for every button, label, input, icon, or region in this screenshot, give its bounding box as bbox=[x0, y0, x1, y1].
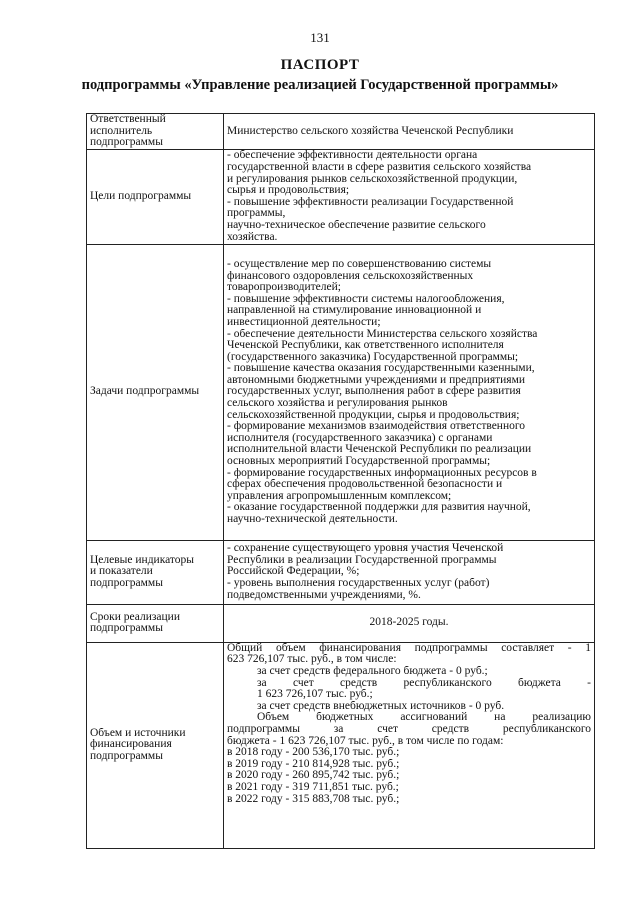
label-executor bbox=[87, 114, 224, 150]
tasks-line: автономными бюджетными учреждениями и предприятиями bbox=[227, 374, 526, 386]
financing-line: в 2018 году - 200 536,170 тыс. руб.; bbox=[227, 747, 400, 759]
value-tasks bbox=[224, 244, 595, 540]
financing-line: бюджета - 1 623 726,107 тыс. руб., в том числе по годам: bbox=[227, 735, 504, 747]
label-line: подпрограммы bbox=[90, 751, 163, 763]
value-indicators bbox=[224, 540, 595, 604]
indicators-line: - сохранение существующего уровня участия Чеченской bbox=[227, 543, 504, 555]
tasks-line: - оказание государственной поддержки для развития научной, bbox=[227, 502, 531, 514]
document-title: ПАСПОРТ bbox=[280, 57, 360, 73]
goals-line: научно-техническое обеспечение развитие сельского bbox=[227, 219, 486, 231]
tasks-line: - повышение эффективности системы налогообложения, bbox=[227, 293, 505, 305]
financing-line: в 2021 году - 319 711,851 тыс. руб.; bbox=[227, 781, 399, 793]
tasks-line: сельскохозяйственной продукции, сырья и продовольствия; bbox=[227, 409, 520, 421]
label-line: Сроки реализации bbox=[90, 611, 180, 623]
row-indicators bbox=[87, 540, 595, 604]
value-terms bbox=[224, 604, 595, 642]
tasks-line: - обеспечение деятельности Министерства сельского хозяйства bbox=[227, 328, 538, 340]
goals-line: государственной власти в сфере развития сельского хозяйства bbox=[227, 162, 532, 173]
label-line: подпрограммы bbox=[90, 578, 163, 590]
value-executor bbox=[224, 114, 595, 150]
label-financing bbox=[87, 642, 224, 848]
value-financing bbox=[224, 642, 595, 848]
row-executor bbox=[87, 114, 595, 150]
tasks-line: - осуществление мер по совершенствованию системы bbox=[227, 258, 492, 270]
goals-line: - повышение эффективности реализации Государственной bbox=[227, 196, 514, 208]
label-goals bbox=[87, 149, 224, 244]
tasks-line: инвестиционной деятельности; bbox=[227, 316, 381, 328]
goals-line: - обеспечение эффективности деятельности органа bbox=[227, 150, 478, 162]
financing-line: подпрограммы за счет средств республиканского bbox=[227, 723, 591, 735]
tasks-line: - повышение качества оказания государственными казенными, bbox=[227, 363, 535, 375]
financing-line: 1 623 726,107 тыс. руб.; bbox=[257, 689, 373, 701]
tasks-line: товаропроизводителей; bbox=[227, 282, 341, 294]
goals-line: программы, bbox=[227, 208, 286, 220]
label-line: Задачи подпрограммы bbox=[90, 386, 200, 398]
financing-line: в 2020 году - 260 895,742 тыс. руб.; bbox=[227, 770, 400, 782]
tasks-line: государственных услуг, выполнения работ в сфере развития bbox=[227, 386, 521, 398]
page-number: 131 bbox=[310, 30, 330, 45]
tasks-line: - формирование механизмов взаимодействия ответственного bbox=[227, 421, 526, 433]
label-line: финансирования bbox=[90, 739, 172, 751]
passport-table bbox=[86, 113, 595, 849]
financing-line: Объем бюджетных ассигнований на реализацию bbox=[257, 712, 591, 724]
executor-value: Министерство сельского хозяйства Чеченской Республики bbox=[227, 125, 514, 137]
tasks-line: научно-технической деятельности. bbox=[227, 514, 398, 526]
goals-line: хозяйства. bbox=[227, 231, 278, 243]
tasks-line: управления агропромышленным комплексом; bbox=[227, 490, 452, 502]
tasks-line: Чеченской Республики, как ответственного исполнителя bbox=[227, 340, 504, 352]
row-goals bbox=[87, 149, 595, 244]
label-indicators bbox=[87, 540, 224, 604]
goals-line: сырья и продовольствия; bbox=[227, 185, 350, 197]
indicators-line: подведомственными учреждениями, %. bbox=[227, 589, 421, 601]
label-line: Объем и источники bbox=[90, 727, 186, 739]
label-line: и показатели bbox=[90, 566, 153, 578]
indicators-line: Республики в реализации Государственной программы bbox=[227, 554, 497, 566]
tasks-line: направленной на стимулирование инновационной и bbox=[227, 305, 482, 317]
financing-line: 623 726,107 тыс. руб., в том числе: bbox=[227, 654, 397, 666]
label-line: Целевые индикаторы bbox=[90, 554, 195, 566]
financing-line: в 2019 году - 210 814,928 тыс. руб.; bbox=[227, 758, 400, 770]
tasks-line: сферах обеспечения продовольственной безопасности и bbox=[227, 479, 503, 491]
label-line: подпрограммы bbox=[90, 137, 163, 149]
label-line: исполнитель bbox=[90, 125, 153, 137]
label-tasks bbox=[87, 244, 224, 540]
tasks-line: финансового оздоровления сельскохозяйственных bbox=[227, 270, 474, 282]
tasks-line: - формирование государственных информационных ресурсов в bbox=[227, 467, 537, 479]
tasks-line: сельского хозяйства и регулирования рынков bbox=[227, 398, 448, 410]
value-goals bbox=[224, 149, 595, 244]
indicators-line: Российской Федерации, %; bbox=[227, 566, 360, 578]
label-terms bbox=[87, 604, 224, 642]
tasks-line: исполнительной власти Чеченской Республики по реализации bbox=[227, 444, 532, 456]
document-subtitle: подпрограммы «Управление реализацией Государственной программы» bbox=[81, 77, 559, 93]
goals-line: и регулирования рынков сельскохозяйственной продукции, bbox=[227, 173, 518, 185]
financing-line: за счет средств внебюджетных источников - 0 руб. bbox=[257, 700, 505, 712]
tasks-line: (государственного заказчика) Государственной программы; bbox=[227, 351, 519, 363]
row-terms bbox=[87, 604, 595, 642]
label-line: Цели подпрограммы bbox=[90, 190, 192, 202]
tasks-line: основных мероприятий Государственной программы; bbox=[227, 456, 491, 468]
financing-line: Общий объем финансирования подпрограммы составляет - 1 bbox=[227, 642, 591, 654]
financing-line: в 2022 году - 315 883,708 тыс. руб.; bbox=[227, 793, 400, 805]
row-financing bbox=[87, 642, 595, 848]
financing-line: за счет средств федерального бюджета - 0 руб.; bbox=[257, 665, 488, 677]
tasks-line: исполнителя (государственного заказчика) с органами bbox=[227, 432, 493, 444]
label-line: Ответственный bbox=[90, 114, 166, 125]
row-tasks bbox=[87, 244, 595, 540]
label-line: подпрограммы bbox=[90, 623, 163, 635]
financing-line: за счет средств республиканского бюджета - bbox=[257, 677, 591, 689]
indicators-line: - уровень выполнения государственных услуг (работ) bbox=[227, 578, 490, 590]
terms-value: 2018-2025 годы. bbox=[369, 617, 449, 629]
